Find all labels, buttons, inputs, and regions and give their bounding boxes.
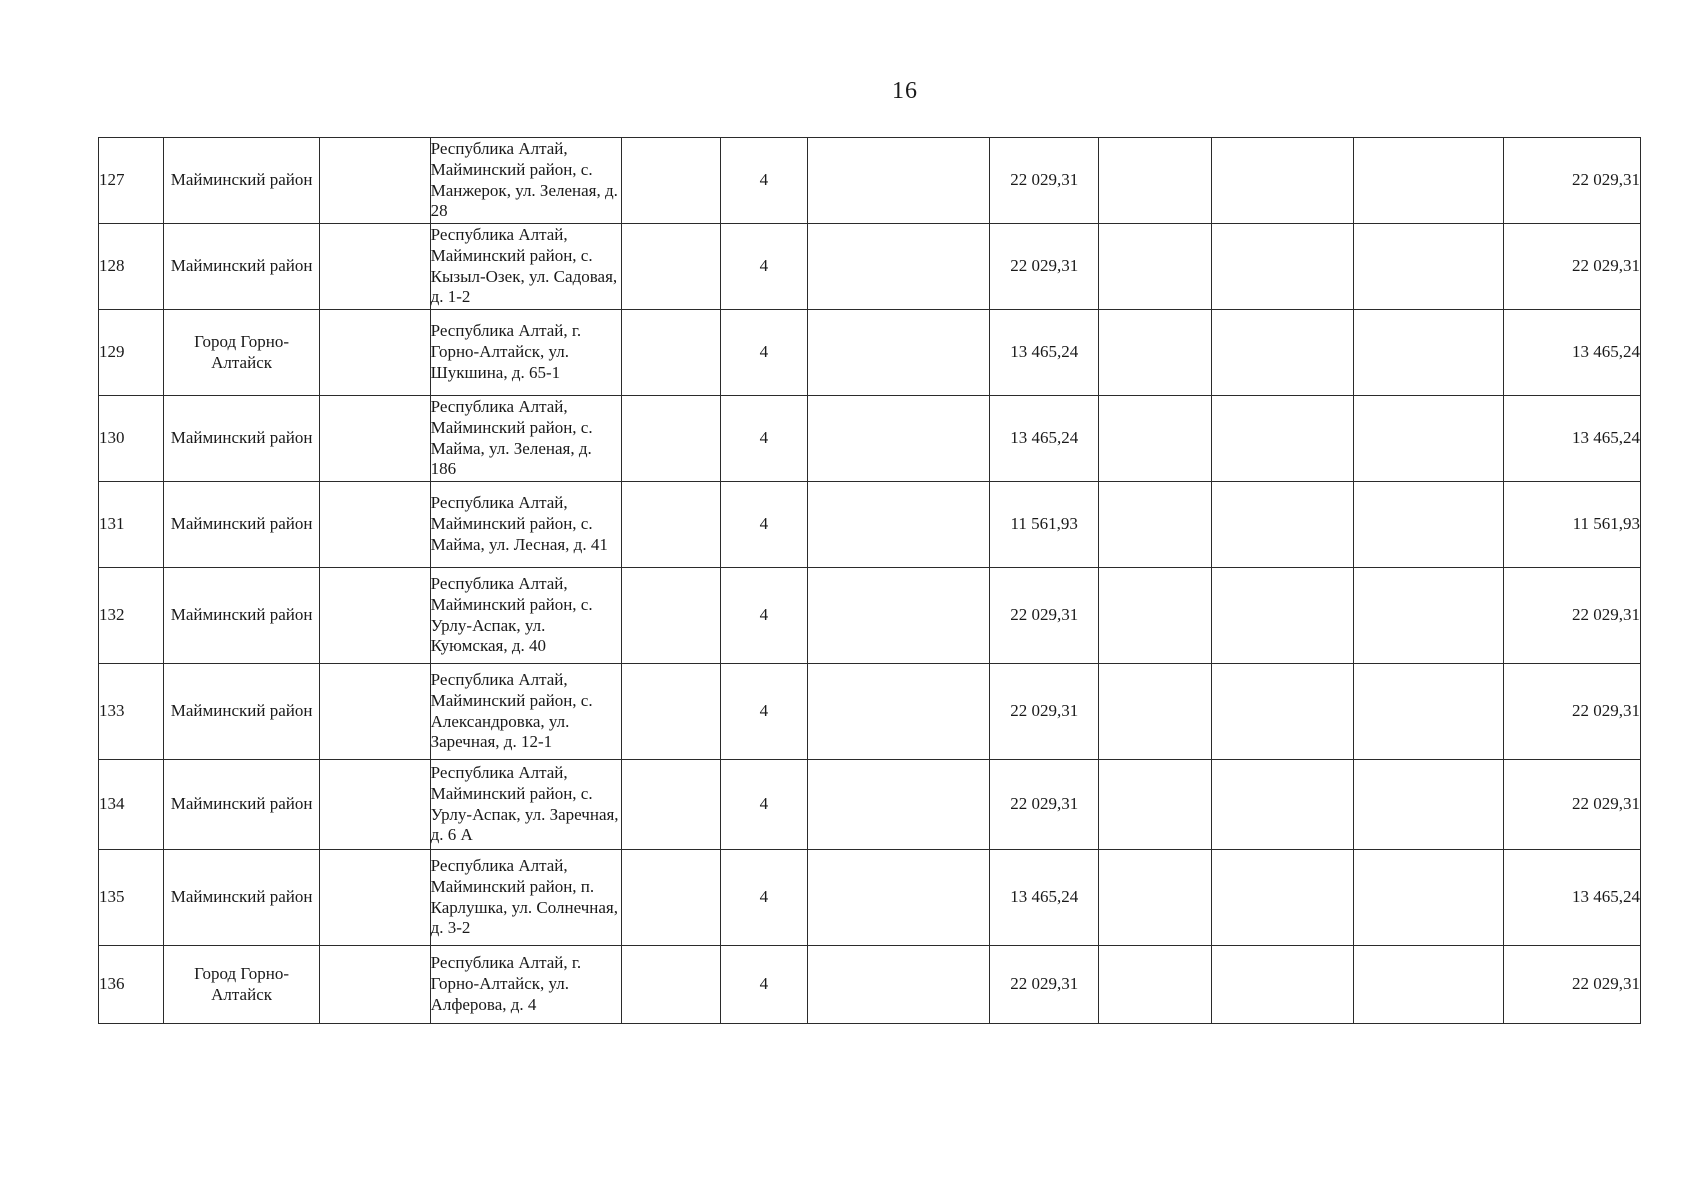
empty-cell xyxy=(319,224,430,310)
sum-cell: 22 029,31 xyxy=(990,138,1099,224)
empty-cell xyxy=(319,664,430,760)
empty-cell xyxy=(621,224,720,310)
sum-cell: 22 029,31 xyxy=(990,224,1099,310)
empty-cell xyxy=(319,138,430,224)
empty-cell xyxy=(1099,310,1212,396)
count-cell: 4 xyxy=(721,310,808,396)
address-cell: Республика Алтай, Майминский район, с. Майма, ул. Зеленая, д. 186 xyxy=(430,396,621,482)
row-number: 130 xyxy=(99,396,164,482)
empty-cell xyxy=(1212,850,1354,946)
table-row xyxy=(99,310,1641,396)
table-row xyxy=(99,760,1641,850)
empty-cell xyxy=(621,482,720,568)
row-number: 132 xyxy=(99,568,164,664)
empty-cell xyxy=(319,568,430,664)
empty-cell xyxy=(1099,224,1212,310)
sum-cell: 13 465,24 xyxy=(990,396,1099,482)
empty-cell xyxy=(807,664,990,760)
empty-cell xyxy=(1353,396,1503,482)
empty-cell xyxy=(1099,664,1212,760)
empty-cell xyxy=(807,482,990,568)
empty-cell xyxy=(319,482,430,568)
empty-cell xyxy=(1212,568,1354,664)
address-cell: Республика Алтай, Майминский район, с. Урлу-Аспак, ул. Куюмская, д. 40 xyxy=(430,568,621,664)
empty-cell xyxy=(1099,850,1212,946)
total-cell: 13 465,24 xyxy=(1503,310,1640,396)
area-cell: Майминский район xyxy=(164,224,319,310)
total-cell: 13 465,24 xyxy=(1503,850,1640,946)
row-number: 131 xyxy=(99,482,164,568)
empty-cell xyxy=(1099,946,1212,1024)
empty-cell xyxy=(807,946,990,1024)
empty-cell xyxy=(807,568,990,664)
sum-cell: 22 029,31 xyxy=(990,946,1099,1024)
empty-cell xyxy=(1212,138,1354,224)
area-cell: Майминский район xyxy=(164,850,319,946)
table-row xyxy=(99,664,1641,760)
empty-cell xyxy=(807,310,990,396)
page-number: 16 xyxy=(892,78,918,104)
row-number: 136 xyxy=(99,946,164,1024)
address-cell: Республика Алтай, Майминский район, п. Карлушка, ул. Солнечная, д. 3-2 xyxy=(430,850,621,946)
empty-cell xyxy=(1099,760,1212,850)
address-cell: Республика Алтай, г. Горно-Алтайск, ул. Алферова, д. 4 xyxy=(430,946,621,1024)
address-cell: Республика Алтай, г. Горно-Алтайск, ул. Шукшина, д. 65-1 xyxy=(430,310,621,396)
empty-cell xyxy=(1099,138,1212,224)
row-number: 135 xyxy=(99,850,164,946)
count-cell: 4 xyxy=(721,664,808,760)
empty-cell xyxy=(1353,482,1503,568)
address-cell: Республика Алтай, Майминский район, с. Майма, ул. Лесная, д. 41 xyxy=(430,482,621,568)
total-cell: 11 561,93 xyxy=(1503,482,1640,568)
count-cell: 4 xyxy=(721,760,808,850)
empty-cell xyxy=(319,850,430,946)
count-cell: 4 xyxy=(721,138,808,224)
count-cell: 4 xyxy=(721,224,808,310)
empty-cell xyxy=(1353,138,1503,224)
sum-cell: 22 029,31 xyxy=(990,664,1099,760)
area-cell: Майминский район xyxy=(164,396,319,482)
area-cell: Майминский район xyxy=(164,760,319,850)
empty-cell xyxy=(1099,482,1212,568)
table-row xyxy=(99,482,1641,568)
empty-cell xyxy=(1353,664,1503,760)
sum-cell: 13 465,24 xyxy=(990,850,1099,946)
empty-cell xyxy=(1212,310,1354,396)
empty-cell xyxy=(319,310,430,396)
table-row xyxy=(99,850,1641,946)
empty-cell xyxy=(621,946,720,1024)
area-cell: Майминский район xyxy=(164,138,319,224)
empty-cell xyxy=(807,396,990,482)
empty-cell xyxy=(1353,568,1503,664)
count-cell: 4 xyxy=(721,850,808,946)
sum-cell: 22 029,31 xyxy=(990,568,1099,664)
address-cell: Республика Алтай, Майминский район, с. Кызыл-Озек, ул. Садовая, д. 1-2 xyxy=(430,224,621,310)
empty-cell xyxy=(319,946,430,1024)
total-cell: 22 029,31 xyxy=(1503,946,1640,1024)
empty-cell xyxy=(319,396,430,482)
sum-cell: 22 029,31 xyxy=(990,760,1099,850)
empty-cell xyxy=(621,396,720,482)
empty-cell xyxy=(1099,568,1212,664)
empty-cell xyxy=(1212,760,1354,850)
empty-cell xyxy=(1099,396,1212,482)
total-cell: 22 029,31 xyxy=(1503,664,1640,760)
address-cell: Республика Алтай, Майминский район, с. Манжерок, ул. Зеленая, д. 28 xyxy=(430,138,621,224)
row-number: 127 xyxy=(99,138,164,224)
area-cell: Город Горно-Алтайск xyxy=(164,946,319,1024)
total-cell: 22 029,31 xyxy=(1503,760,1640,850)
total-cell: 13 465,24 xyxy=(1503,396,1640,482)
empty-cell xyxy=(621,138,720,224)
sum-cell: 11 561,93 xyxy=(990,482,1099,568)
table-row xyxy=(99,138,1641,224)
count-cell: 4 xyxy=(721,396,808,482)
total-cell: 22 029,31 xyxy=(1503,138,1640,224)
empty-cell xyxy=(621,310,720,396)
total-cell: 22 029,31 xyxy=(1503,224,1640,310)
table-row xyxy=(99,396,1641,482)
empty-cell xyxy=(621,760,720,850)
empty-cell xyxy=(807,850,990,946)
empty-cell xyxy=(319,760,430,850)
count-cell: 4 xyxy=(721,946,808,1024)
table-row xyxy=(99,568,1641,664)
empty-cell xyxy=(1212,396,1354,482)
empty-cell xyxy=(621,568,720,664)
empty-cell xyxy=(1212,946,1354,1024)
empty-cell xyxy=(1212,482,1354,568)
empty-cell xyxy=(621,664,720,760)
registry-table xyxy=(98,137,1641,1024)
empty-cell xyxy=(1353,760,1503,850)
row-number: 134 xyxy=(99,760,164,850)
empty-cell xyxy=(1353,224,1503,310)
row-number: 133 xyxy=(99,664,164,760)
table-row xyxy=(99,224,1641,310)
count-cell: 4 xyxy=(721,568,808,664)
empty-cell xyxy=(807,138,990,224)
address-cell: Республика Алтай, Майминский район, с. Урлу-Аспак, ул. Заречная, д. 6 А xyxy=(430,760,621,850)
count-cell: 4 xyxy=(721,482,808,568)
empty-cell xyxy=(1212,224,1354,310)
area-cell: Майминский район xyxy=(164,482,319,568)
empty-cell xyxy=(807,224,990,310)
area-cell: Город Горно-Алтайск xyxy=(164,310,319,396)
empty-cell xyxy=(1353,850,1503,946)
empty-cell xyxy=(1353,310,1503,396)
area-cell: Майминский район xyxy=(164,664,319,760)
address-cell: Республика Алтай, Майминский район, с. Александровка, ул. Заречная, д. 12-1 xyxy=(430,664,621,760)
row-number: 128 xyxy=(99,224,164,310)
total-cell: 22 029,31 xyxy=(1503,568,1640,664)
sum-cell: 13 465,24 xyxy=(990,310,1099,396)
empty-cell xyxy=(621,850,720,946)
area-cell: Майминский район xyxy=(164,568,319,664)
empty-cell xyxy=(1353,946,1503,1024)
table-row xyxy=(99,946,1641,1024)
row-number: 129 xyxy=(99,310,164,396)
empty-cell xyxy=(807,760,990,850)
empty-cell xyxy=(1212,664,1354,760)
